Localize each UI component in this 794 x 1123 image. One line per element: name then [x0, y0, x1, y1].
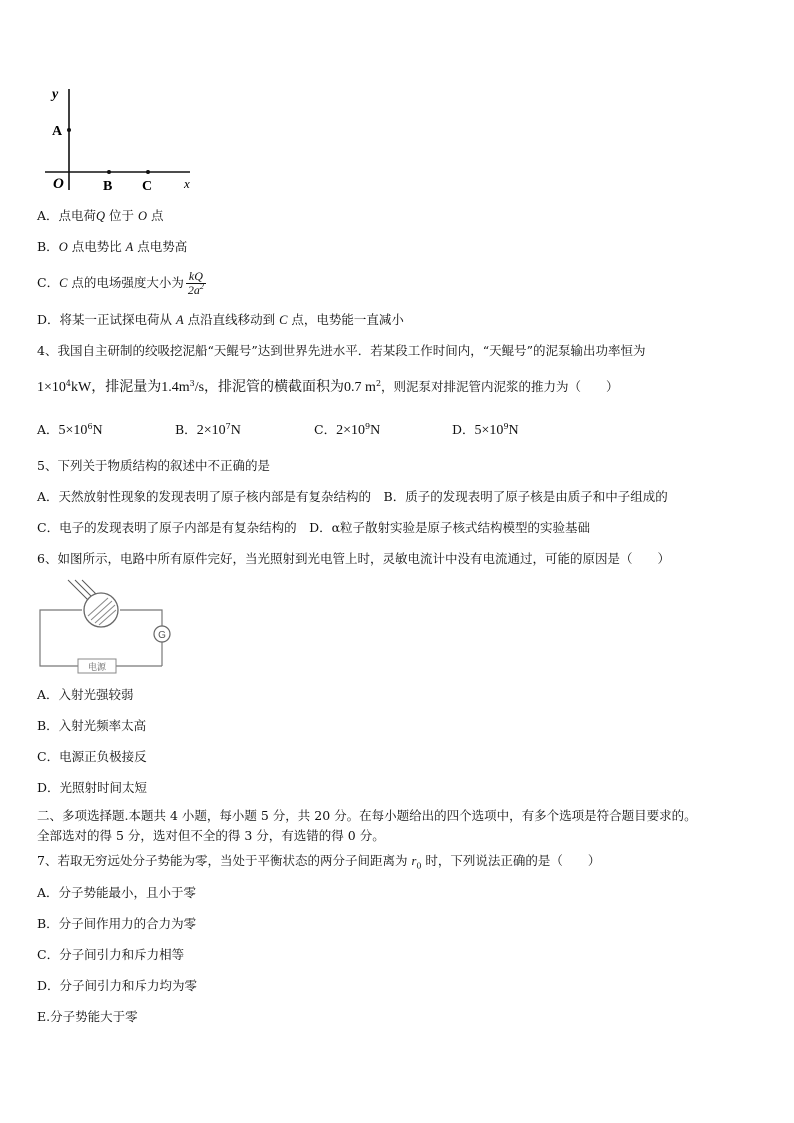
point-b	[107, 170, 111, 174]
point-c-label: C	[142, 179, 153, 194]
coordinate-figure	[40, 84, 200, 194]
point-b-label: B	[103, 179, 113, 194]
q7-option-b: B．分子间作用力的合力为零	[37, 916, 197, 931]
photocell-tube	[84, 593, 118, 627]
q4-option-b: B．$2\times 10^7N$	[175, 422, 241, 438]
q6-option-c: C．电源正负极接反	[37, 749, 147, 764]
field-strength-fraction: $\frac{kQ}{2a^2}$	[187, 269, 204, 297]
q6-option-d: D．光照射时间太短	[37, 780, 148, 795]
q4-option-d: D．$5\times 10^9N$	[452, 422, 519, 438]
photoelectric-circuit-figure	[38, 578, 178, 674]
q3-option-b: B．O 点电势比 A 点电势高	[37, 239, 188, 254]
q7-stem: 7、若取无穷远处分子势能为零，当处于平衡状态的两分子间距离为 $r_0$ 时，下列说法正确的是（ ）	[37, 853, 601, 871]
point-a-label: A	[52, 124, 63, 139]
q6-option-a: A．入射光强较弱	[37, 687, 134, 702]
q4-stem-line1: 4、我国自主研制的绞吸挖泥船“天鲲号”达到世界先进水平．若某段工作时间内，“天鲲号”的泥泵输出功率恒为	[37, 343, 646, 358]
q7-option-e: E.分子势能大于零	[37, 1009, 138, 1024]
q5-options-line2: C．电子的发现表明了原子内部是有复杂结构的 D．α粒子散射实验是原子核式结构模型的实验基础	[37, 520, 591, 535]
x-axis-label: x	[184, 176, 190, 191]
section2-instruction-line2: 全部选对的得 5 分，选对但不全的得 3 分，有选错的得 0 分。	[37, 828, 385, 843]
section2-instruction-line1: 二、多项选择题.本题共 4 小题，每小题 5 分，共 20 分。在每小题给出的四个选项中，有多个选项是符合题目要求的。	[37, 808, 697, 823]
q5-stem: 5、下列关于物质结构的叙述中不正确的是	[37, 458, 270, 473]
q7-option-a: A．分子势能最小，且小于零	[37, 885, 197, 900]
q5-options-line1: A．天然放射性现象的发现表明了原子核内部是有复杂结构的 B．质子的发现表明了原子核是由质子和中子组成的	[37, 489, 668, 504]
q4-option-a: A．$5\times 10^6N$	[37, 422, 103, 438]
galvanometer-label: G	[158, 630, 166, 641]
q4-stem-line2: $1\times 10^4kW$，排泥量为$1.4m^3/s$，排泥管的横截面积为0.7 $m^2$，则泥泵对排泥管内泥浆的推力为（ ）	[37, 379, 619, 395]
q7-option-d: D．分子间引力和斥力均为零	[37, 978, 198, 993]
q3-option-a: A．点电荷Q 位于 O 点	[37, 208, 164, 223]
q7-option-c: C．分子间引力和斥力相等	[37, 947, 185, 962]
q3-option-c: C．C 点的电场强度大小为 $\frac{kQ}{2a^2}$	[37, 269, 204, 297]
q4-option-c: C．$2\times 10^9N$	[314, 422, 381, 438]
y-axis-label: y	[52, 87, 59, 102]
q6-stem: 6、如图所示，电路中所有原件完好，当光照射到光电管上时，灵敏电流计中没有电流通过，可能的原因是（ ）	[37, 551, 670, 566]
q6-option-b: B．入射光频率太高	[37, 718, 147, 733]
point-a	[67, 128, 71, 132]
q3-option-d: D．将某一正试探电荷从 A 点沿直线移动到 C 点，电势能一直减小	[37, 312, 404, 327]
point-c	[146, 170, 150, 174]
power-source-label: 电源	[87, 663, 107, 673]
origin-label: O	[53, 176, 64, 192]
